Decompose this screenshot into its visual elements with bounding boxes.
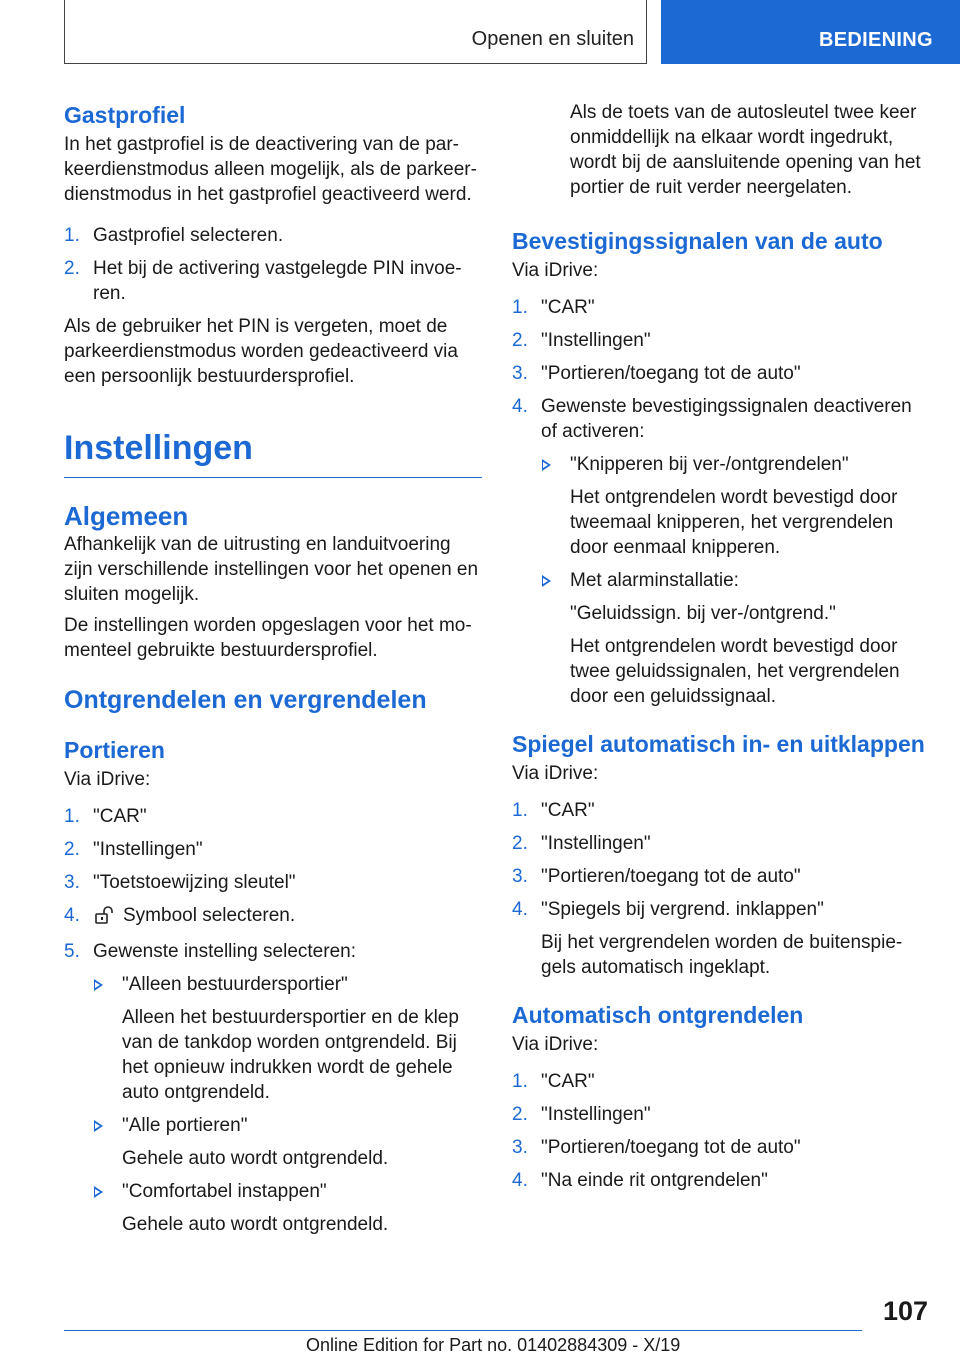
section-heading-gastprofiel: Gastprofiel [64, 102, 186, 128]
step-text: "CAR" [541, 297, 595, 318]
header-section-title: Openen en sluiten [471, 28, 634, 50]
list-item [512, 328, 928, 353]
step-text: "CAR" [541, 1071, 595, 1092]
option-item [541, 568, 928, 709]
triangle-bullet-icon [94, 979, 103, 991]
paragraph: Als de toets van de autosleutel twee keer onmiddellijk na elkaar wordt ingedrukt, wordt bij de aansluitende opening van het portier de ruit verder neergelaten. [570, 102, 921, 198]
gastprofiel-steps [64, 223, 482, 306]
step-text: "CAR" [541, 800, 595, 821]
list-item [512, 897, 928, 980]
portieren-steps [64, 804, 482, 1237]
options-list [93, 972, 482, 1237]
step-text: "Spiegels bij vergrend. inklappen" [541, 899, 824, 920]
step-number: 1. [512, 297, 528, 318]
step-number: 2. [64, 258, 80, 279]
step-text: Symbool selecteren. [123, 905, 296, 926]
triangle-bullet-icon [542, 575, 551, 587]
option-detail: Het ontgrendelen wordt bevestigd door tweemaal knipperen, het vergrendelen door eenmaal knipperen. [570, 487, 898, 558]
spiegel-steps [512, 798, 928, 980]
paragraph: Via iDrive: [512, 1034, 599, 1055]
step-number: 1. [512, 800, 528, 821]
list-item [512, 1102, 928, 1127]
option-item [93, 1179, 482, 1237]
step-text: "Instellingen" [541, 833, 651, 854]
left-column [64, 100, 482, 1245]
step-text: Het bij de activering vastgelegde PIN invoe-ren. [93, 258, 462, 304]
header-chapter-label: BEDIENING [819, 29, 933, 51]
paragraph: Als de gebruiker het PIN is vergeten, moet de parkeerdienstmodus worden gedeactiveerd via een persoonlijk bestuurdersprofiel. [64, 316, 458, 387]
step-text: "CAR" [93, 806, 147, 827]
options-list [541, 452, 928, 709]
page-number: 107 [882, 1296, 928, 1326]
step-number: 4. [512, 899, 528, 920]
step-text: Gewenste bevestigingssignalen deactiveren of activeren: [541, 396, 912, 442]
step-number: 4. [64, 905, 80, 926]
right-column [512, 100, 928, 1201]
list-item [64, 804, 482, 829]
option-item [93, 972, 482, 1105]
list-item [512, 831, 928, 856]
step-text: "Instellingen" [541, 330, 651, 351]
step-text: "Toetstoewijzing sleutel" [93, 872, 296, 893]
section-heading-automatisch: Automatisch ontgrendelen [512, 1002, 804, 1028]
list-item [512, 1168, 928, 1193]
list-item [64, 837, 482, 862]
step-number: 4. [512, 396, 528, 417]
paragraph: Via iDrive: [64, 769, 151, 790]
unlock-icon [93, 906, 115, 931]
option-title: "Knipperen bij ver-/ontgrendelen" [570, 454, 849, 475]
step-number: 1. [512, 1071, 528, 1092]
step-text: "Instellingen" [541, 1104, 651, 1125]
option-detail: Alleen het bestuurdersportier en de klep van de tankdop worden ontgrendeld. Bij het opnieuw indrukken wordt de gehele auto ontgrendeld. [122, 1007, 459, 1103]
option-detail: Het ontgrendelen wordt bevestigd door twee geluidssignalen, het vergrendelen door een geluidssignaal. [570, 636, 900, 707]
option-title: "Alleen bestuurdersportier" [122, 974, 348, 995]
list-item [512, 361, 928, 386]
automatisch-steps [512, 1069, 928, 1193]
step-text: "Portieren/toegang tot de auto" [541, 363, 801, 384]
paragraph: Via iDrive: [512, 763, 599, 784]
section-heading-spiegel: Spiegel automatisch in- en uitklappen [512, 731, 925, 757]
list-item [512, 798, 928, 823]
list-item [64, 870, 482, 895]
option-setting: "Geluidssign. bij ver-/ontgrend." [570, 603, 836, 624]
list-item [64, 903, 482, 931]
step-text: Gewenste instelling selecteren: [93, 941, 356, 962]
header-chapter-tab [661, 0, 960, 64]
subsection-heading-portieren: Portieren [64, 737, 165, 763]
triangle-bullet-icon [94, 1186, 103, 1198]
bevestiging-steps [512, 295, 928, 709]
footer-divider [64, 1330, 862, 1331]
step-text: Gastprofiel selecteren. [93, 225, 284, 246]
footer-edition: Online Edition for Part no. 01402884309 - X/19 [306, 1335, 681, 1355]
option-title: Met alarminstallatie: [570, 570, 739, 591]
step-number: 3. [64, 872, 80, 893]
chapter-heading-instellingen: Instellingen [64, 427, 482, 478]
step-text: "Instellingen" [93, 839, 203, 860]
list-item [512, 295, 928, 320]
step-number: 2. [512, 833, 528, 854]
paragraph: Via iDrive: [512, 260, 599, 281]
step-number: 1. [64, 225, 80, 246]
step-number: 4. [512, 1170, 528, 1191]
step-number: 1. [64, 806, 80, 827]
step-number: 3. [512, 866, 528, 887]
header-box [64, 0, 647, 64]
list-item [512, 394, 928, 709]
step-text: "Portieren/toegang tot de auto" [541, 1137, 801, 1158]
option-item [93, 1113, 482, 1171]
option-item [541, 452, 928, 560]
option-detail: Gehele auto wordt ontgrendeld. [122, 1214, 389, 1235]
paragraph: Afhankelijk van de uitrusting en landuitvoering zijn verschillende instellingen voor het openen en sluiten mogelijk. [64, 534, 479, 605]
step-number: 2. [64, 839, 80, 860]
step-number: 3. [512, 363, 528, 384]
step-number: 2. [512, 1104, 528, 1125]
paragraph: In het gastprofiel is de deactivering van de par-keerdienstmodus alleen mogelijk, als de parkeer-dienstmodus in het gastprofiel geactiveerd werd. [64, 134, 477, 205]
option-title: "Alle portieren" [122, 1115, 248, 1136]
list-item [64, 256, 482, 306]
step-number: 3. [512, 1137, 528, 1158]
triangle-bullet-icon [94, 1120, 103, 1132]
section-heading-bevestigingssignalen: Bevestigingssignalen van de auto [512, 228, 883, 254]
section-heading-algemeen: Algemeen [64, 501, 189, 531]
paragraph: De instellingen worden opgeslagen voor het mo-menteel gebruikte bestuurdersprofiel. [64, 615, 472, 661]
section-heading-ontgrendelen: Ontgrendelen en vergrendelen [64, 686, 427, 714]
list-item [512, 864, 928, 889]
step-number: 5. [64, 941, 80, 962]
step-text: "Portieren/toegang tot de auto" [541, 866, 801, 887]
list-item [512, 1135, 928, 1160]
triangle-bullet-icon [542, 459, 551, 471]
list-item [64, 939, 482, 1237]
option-detail: Gehele auto wordt ontgrendeld. [122, 1148, 389, 1169]
list-item [512, 1069, 928, 1094]
step-text: "Na einde rit ontgrendelen" [541, 1170, 768, 1191]
step-detail: Bij het vergrendelen worden de buitenspie-gels automatisch ingeklapt. [541, 932, 903, 978]
list-item [64, 223, 482, 248]
step-number: 2. [512, 330, 528, 351]
option-title: "Comfortabel instappen" [122, 1181, 327, 1202]
